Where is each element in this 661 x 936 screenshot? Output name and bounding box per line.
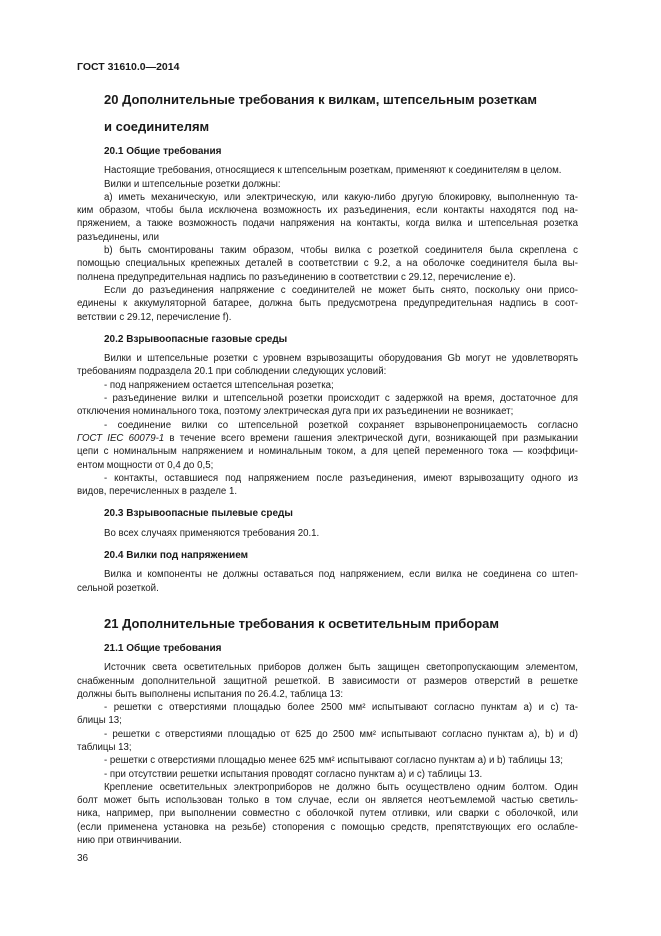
text-line: блицы 13; bbox=[77, 715, 122, 727]
text-line: ким образом, чтобы была исключена возможность их разъединения, если контакты находятся под на- bbox=[77, 205, 578, 217]
document-body bbox=[77, 91, 578, 847]
text-line: цепи с номинальным напряжением и номинальным током, а для цепей переменного тока — коэффици- bbox=[77, 446, 578, 458]
paragraph bbox=[77, 661, 578, 701]
paragraph bbox=[77, 392, 578, 419]
section-title: 21 Дополнительные требования к осветительным приборам bbox=[104, 615, 500, 631]
standard-reference: ГОСТ IEC 60079-1 bbox=[77, 432, 165, 444]
text-line: Источник света осветительных приборов должен быть защищен светопропускающим элементом, bbox=[104, 662, 578, 674]
text-line: помощью специальных крепежных деталей в соответствии с 9.2, а на оболочке соединителя была вы- bbox=[77, 258, 578, 270]
subsection-title: 20.1 Общие требования bbox=[104, 146, 222, 157]
paragraph bbox=[77, 284, 578, 324]
paragraph bbox=[77, 754, 578, 767]
text-line: снабженным дополнительной защитной решеткой. В зависимости от размеров отверстий в решетке bbox=[77, 675, 578, 687]
paragraph bbox=[77, 701, 578, 728]
subsection-title: 20.4 Вилки под напряжением bbox=[104, 550, 249, 562]
text-line: Настоящие требования, относящиеся к штепсельным розеткам, применяют к соединителям в целом. bbox=[104, 165, 562, 177]
text-line: - под напряжением остается штепсельная розетка; bbox=[104, 379, 334, 391]
paragraph bbox=[77, 419, 578, 472]
paragraph bbox=[77, 244, 578, 284]
text-line bbox=[77, 432, 578, 445]
text-line: Если до разъединения напряжение с соединителей не может быть снято, поскольку они присо- bbox=[104, 284, 578, 296]
text-line: - разъединение вилки и штепсельной розетки происходит с задержкой на время, достаточное для bbox=[104, 393, 578, 405]
subsection-title: 21.1 Общие требования bbox=[104, 642, 222, 654]
text-line: Вилка и компоненты не должны оставаться под напряжением, если вилка не соединена со штеп- bbox=[104, 569, 578, 581]
text-line: болт может быть использован только в том случае, если он является неотъемлемой частью светиль- bbox=[77, 795, 578, 807]
text-line: пряжением, а также возможность подачи напряжения на контакты, когда вилка и штепсельная розетка bbox=[77, 218, 578, 230]
text-line: ентом мощности от 0,4 до 0,5; bbox=[77, 459, 214, 471]
text-line: нию при отвинчивании. bbox=[77, 835, 182, 847]
paragraph bbox=[77, 352, 578, 379]
text-line: - решетки с отверстиями площадью менее 625 мм² испытывают согласно пунктам а) и b) таблицы 13; bbox=[104, 755, 563, 767]
subsection-title: 20.2 Взрывоопасные газовые среды bbox=[104, 333, 288, 345]
text-line: - контакты, оставшиеся под напряжением после разъединения, имеют взрывозащиту одного из bbox=[104, 472, 578, 484]
paragraph bbox=[77, 178, 578, 191]
paragraph bbox=[77, 728, 578, 755]
text-line: единены к аккумуляторной батарее, должна быть предусмотрена предупредительная надпись в соот- bbox=[77, 298, 578, 310]
text-line: - решетки с отверстиями площадью более 2500 мм² испытывают согласно пунктам а) и с) та- bbox=[104, 702, 578, 714]
text-line: - решетки с отверстиями площадью от 625 до 2500 мм² испытывают согласно пунктам а), b) и d) bbox=[104, 728, 578, 740]
text-line: - соединение вилки со штепсельной розеткой сохраняет взрывонепроницаемость согласно bbox=[104, 419, 578, 431]
text-line: Крепление осветительных электроприборов не должно быть осуществлено одним болтом. Один bbox=[104, 781, 578, 793]
document-page bbox=[77, 59, 578, 865]
document-header: ГОСТ 31610.0—2014 bbox=[77, 61, 180, 73]
paragraph bbox=[77, 472, 578, 499]
text-line: а) иметь механическую, или электрическую, или какую-либо другую блокировку, выполненную та- bbox=[104, 191, 578, 203]
paragraph bbox=[77, 191, 578, 244]
page-number: 36 bbox=[77, 853, 89, 865]
subsection-title: 20.3 Взрывоопасные пылевые среды bbox=[104, 508, 293, 520]
text-line: Вилки и штепсельные розетки должны: bbox=[104, 178, 281, 190]
text-line: (если применена установка на резьбе) стопорения с помощью средств, препятствующих его ослабле- bbox=[77, 821, 578, 833]
text-fragment: в течение всего времени гашения электрической дуги, возникающей при размыкании bbox=[164, 432, 578, 444]
text-line: ветствии с 29.12, перечисление f). bbox=[77, 311, 232, 323]
paragraph bbox=[77, 768, 578, 781]
paragraph bbox=[77, 527, 578, 540]
text-line: сельной розеткой. bbox=[77, 582, 159, 594]
text-line: полнена предупредительная надпись по разъединению в соответствии с 29.12, перечисление е). bbox=[77, 271, 516, 283]
paragraph bbox=[77, 781, 578, 847]
section bbox=[77, 615, 578, 847]
section bbox=[77, 91, 578, 595]
paragraph bbox=[77, 164, 578, 177]
text-line: - при отсутствии решетки испытания проводят согласно пунктам а) и с) таблицы 13. bbox=[104, 768, 483, 780]
text-line: Вилки и штепсельные розетки с уровнем взрывозащиты оборудования Gb могут не удовлетворять bbox=[104, 353, 578, 365]
text-line: разъединены, или bbox=[77, 231, 160, 243]
section-title: и соединителям bbox=[104, 119, 210, 134]
text-line: b) быть смонтированы таким образом, чтобы вилка с розеткой соединителя была скреплена с bbox=[104, 245, 578, 257]
paragraph bbox=[77, 379, 578, 392]
paragraph bbox=[77, 568, 578, 595]
text-line: требованиям подраздела 20.1 при соблюдении следующих условий: bbox=[77, 366, 387, 378]
text-line: таблицы 13; bbox=[77, 741, 132, 753]
section-title: 20 Дополнительные требования к вилкам, штепсельным розеткам bbox=[104, 92, 537, 107]
text-line: ника, например, при выполнении совместно с оболочкой путем отливки, или сварки с оболочкой, или bbox=[77, 808, 578, 820]
text-line: видов, перечисленных в разделе 1. bbox=[77, 486, 238, 498]
text-line: должны быть выполнены испытания по 26.4.2, таблица 13: bbox=[77, 688, 344, 700]
text-line: отключения номинального тока, поэтому электрическая дуга при их разъединении не возникает; bbox=[77, 406, 514, 418]
text-line: Во всех случаях применяются требования 20.1. bbox=[104, 527, 320, 539]
